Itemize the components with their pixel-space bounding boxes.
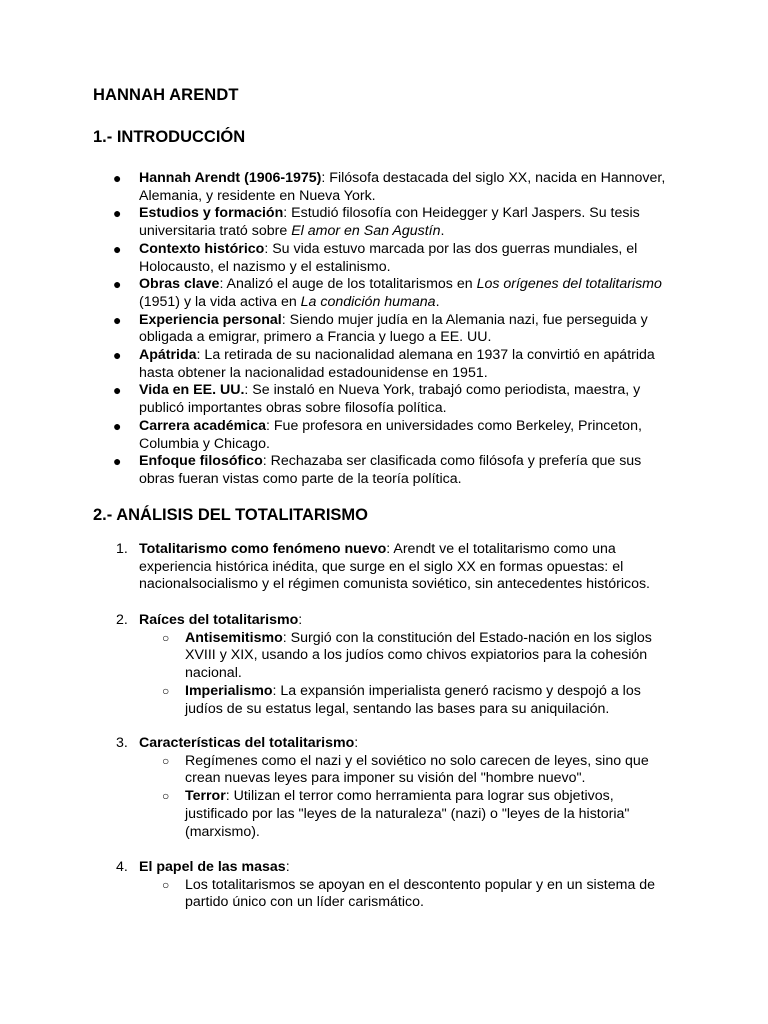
- sub-list: [0, 877, 768, 912]
- item-term: Totalitarismo como fenómeno nuevo: [139, 541, 387, 557]
- sub-item: [0, 683, 768, 718]
- bullet-text: : Fue profesora en universidades como Berkeley, Princeton, Columbia y Chicago.: [139, 417, 642, 452]
- bullet-item: [0, 205, 768, 240]
- sub-term: Antisemitismo: [185, 629, 283, 646]
- item-rest: :: [298, 612, 303, 628]
- bullet-item: [0, 276, 768, 311]
- bullet-term: Carrera académica: [139, 417, 266, 434]
- section-heading-analisis: 2.- ANÁLISIS DEL TOTALITARISMO: [93, 506, 369, 524]
- bullet-item: [0, 170, 768, 205]
- bullet-term: Vida en EE. UU.: [139, 382, 245, 399]
- item-number: 4.: [116, 859, 128, 875]
- bullet-item: [0, 418, 768, 453]
- sub-item: [0, 877, 768, 912]
- numbered-item: [0, 541, 768, 594]
- hollow-circle-icon: ○: [162, 877, 170, 892]
- item-number: 1.: [116, 541, 128, 557]
- bullet-item: [0, 453, 768, 488]
- bullet-term: Experiencia personal: [139, 311, 282, 328]
- bullet-italic-title: Los orígenes del totalitarismo: [476, 276, 662, 293]
- hollow-circle-icon: ○: [162, 789, 170, 804]
- numbered-item: [0, 859, 768, 912]
- hollow-circle-icon: ○: [162, 630, 170, 645]
- bullet-item: [0, 382, 768, 417]
- bullet-term: Obras clave: [139, 276, 220, 293]
- bullet-italic-title: La condición humana: [300, 293, 436, 310]
- document-title: HANNAH ARENDT: [93, 86, 239, 104]
- bullet-dot-icon: ●: [113, 240, 122, 257]
- bullet-text: : La retirada de su nacionalidad alemana en 1937 la convirtió en apátrida hasta obtener la nacionalidad estadounidense en 1951.: [139, 347, 655, 381]
- item-rest: :: [354, 735, 359, 751]
- item-rest: :: [285, 859, 290, 875]
- sub-term: Imperialismo: [185, 682, 273, 699]
- bullet-dot-icon: ●: [113, 170, 122, 186]
- bullet-text: : Analizó el auge de los totalitarismos en: [219, 276, 477, 293]
- item-term: Características del totalitarismo: [139, 735, 355, 751]
- bullet-term: Apátrida: [139, 347, 197, 364]
- bullet-text: : Se instaló en Nueva York, trabajó como periodista, maestra, y publicó importantes obras sobre filosofía política.: [139, 382, 641, 417]
- bullet-text: .: [440, 223, 445, 240]
- bullet-item: [0, 347, 768, 382]
- bullet-text: (1951) y la vida activa en: [139, 293, 301, 310]
- bullet-term: Estudios y formación: [139, 205, 284, 222]
- bullet-dot-icon: ●: [113, 417, 122, 434]
- sub-term: Terror: [185, 788, 226, 805]
- bullet-text: : Estudió filosofía con Heidegger y Karl Jaspers. Su tesis universitaria trató sobre: [139, 205, 640, 240]
- introduccion-bullet-list: [0, 170, 768, 489]
- bullet-text: : Filósofa destacada del siglo XX, nacida en Hannover, Alemania, y residente en Nueva York.: [139, 170, 666, 204]
- sub-text: : La expansión imperialista generó racismo y despojó a los judíos de su estatus legal, sentando las bases para su aniquilación.: [185, 682, 641, 717]
- item-rest: : Arendt ve el totalitarismo como una experiencia histórica inédita, que surge en el siglo XX en formas opuestas: el nacionalsocialismo y el régimen comunista soviético, sin antecedentes históricos.: [139, 541, 650, 593]
- bullet-dot-icon: ●: [113, 276, 122, 293]
- numbered-item: [0, 612, 768, 718]
- sub-text: : Surgió con la constitución del Estado-nación en los siglos XVIII y XIX, usando a los judíos como chivos expiatorios para la cohesión nacional.: [185, 629, 652, 682]
- sub-text: Los totalitarismos se apoyan en el descontento popular y en un sistema de partido único con un líder carismático.: [185, 876, 656, 911]
- section-heading-introduccion: 1.- INTRODUCCIÓN: [93, 128, 246, 146]
- bullet-dot-icon: ●: [113, 453, 122, 470]
- sub-text: Regímenes como el nazi y el soviético no solo carecen de leyes, sino que crean nuevas leyes para imponer su visión del "hombre nuevo".: [185, 752, 649, 787]
- item-number: 3.: [116, 735, 128, 751]
- sub-list: [0, 630, 768, 719]
- sub-text: : Utilizan el terror como herramienta para lograr sus objetivos, justificado por las "leyes de la naturaleza" (nazi) o "leyes de la historia" (marxismo).: [185, 788, 630, 840]
- item-term: El papel de las masas: [139, 859, 286, 875]
- numbered-item: [0, 735, 768, 841]
- bullet-text: : Siendo mujer judía en la Alemania nazi, fue perseguida y obligada a emigrar, primero a Francia y luego a EE. UU.: [139, 311, 648, 346]
- item-term: Raíces del totalitarismo: [139, 612, 299, 628]
- sub-list: [0, 753, 768, 842]
- bullet-text: : Su vida estuvo marcada por las dos guerras mundiales, el Holocausto, el nazismo y el estalinismo.: [139, 240, 638, 275]
- bullet-item: [0, 241, 768, 276]
- bullet-dot-icon: ●: [113, 205, 122, 222]
- bullet-term: Hannah Arendt (1906-1975): [139, 170, 322, 186]
- sub-item: [0, 788, 768, 841]
- bullet-text: : Rechazaba ser clasificada como filósofa y prefería que sus obras fueran vistas como parte de la teoría política.: [139, 453, 642, 487]
- bullet-text: .: [435, 293, 440, 310]
- sub-item: [0, 630, 768, 683]
- hollow-circle-icon: ○: [162, 683, 170, 698]
- bullet-italic-title: El amor en San Agustín: [291, 223, 441, 240]
- item-number: 2.: [116, 612, 128, 628]
- bullet-dot-icon: ●: [113, 347, 122, 364]
- bullet-term: Enfoque filosófico: [139, 453, 263, 470]
- sub-item: [0, 753, 768, 788]
- bullet-term: Contexto histórico: [139, 240, 265, 257]
- bullet-dot-icon: ●: [113, 311, 122, 328]
- bullet-item: [0, 312, 768, 347]
- hollow-circle-icon: ○: [162, 753, 170, 768]
- bullet-dot-icon: ●: [113, 382, 122, 399]
